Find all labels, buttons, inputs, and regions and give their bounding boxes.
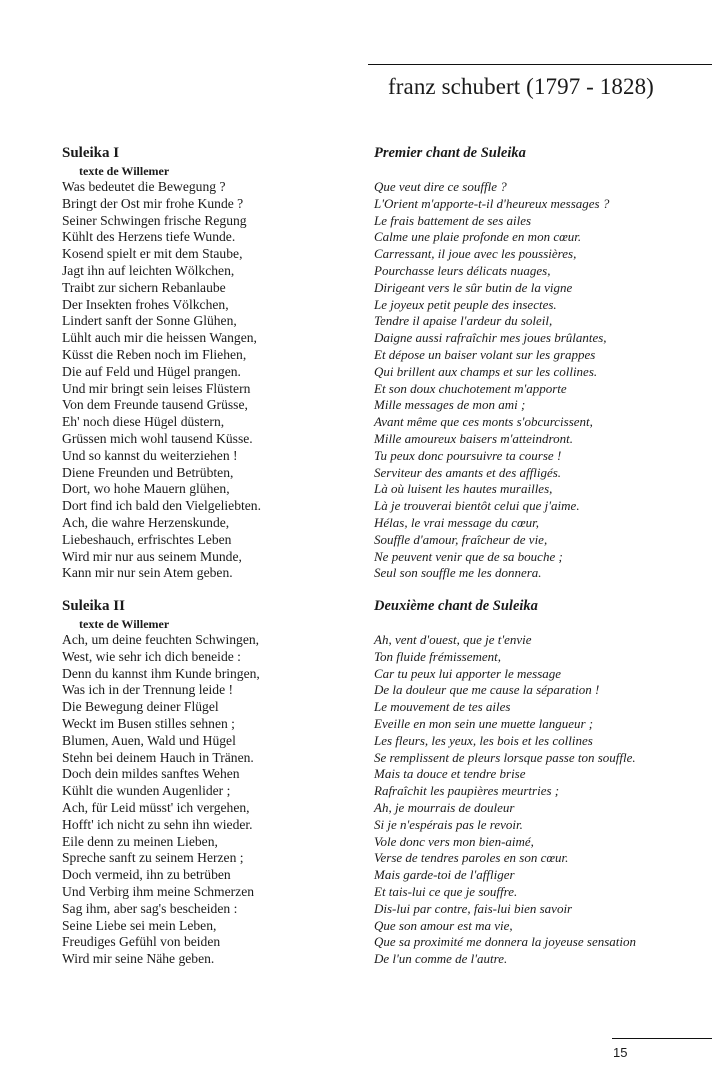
verse-line: Tu peux donc poursuivre ta course ! bbox=[374, 447, 562, 463]
song1-german-column bbox=[62, 144, 362, 582]
verse-line: Dort, wo hohe Mauern glühen, bbox=[62, 481, 230, 497]
verse-line: Ah, vent d'ouest, que je t'envie bbox=[374, 632, 532, 647]
verse-line: Ach, die wahre Herzenskunde, bbox=[62, 514, 230, 530]
footer-rule bbox=[612, 1038, 712, 1039]
verse-line: Mille amoureux baisers m'atteindront. bbox=[374, 430, 573, 446]
verse-line: Bringt der Ost mir frohe Kunde ? bbox=[62, 195, 244, 211]
verse-line: Kühlt die wunden Augenlider ; bbox=[62, 783, 231, 799]
verse-line: Là où luisent les hautes murailles, bbox=[374, 481, 553, 497]
verse-line: L'Orient m'apporte-t-il d'heureux messages ? bbox=[374, 195, 610, 211]
verse-line: Tendre il apaise l'ardeur du soleil, bbox=[374, 313, 553, 329]
verse bbox=[62, 632, 362, 968]
verse-line: Und so kannst du weiterziehen ! bbox=[62, 447, 238, 463]
verse-line: Küsst die Reben noch im Fliehen, bbox=[62, 346, 247, 362]
verse-line: Kann mir nur sein Atem geben. bbox=[62, 565, 233, 581]
verse-line: Et tais-lui ce que je souffre. bbox=[374, 883, 518, 899]
spacer bbox=[374, 162, 674, 179]
verse-line: Ne peuvent venir que de sa bouche ; bbox=[374, 548, 563, 564]
verse-line: Vole donc vers mon bien-aimé, bbox=[374, 833, 534, 849]
verse-line: Avant même que ces monts s'obcurcissent, bbox=[374, 414, 593, 430]
verse-line: Mais ta douce et tendre brise bbox=[374, 766, 526, 782]
verse-line: Mille messages de mon ami ; bbox=[374, 397, 526, 413]
verse-line: Les fleurs, les yeux, les bois et les collines bbox=[374, 732, 593, 748]
song2-french-column bbox=[374, 597, 674, 968]
verse-line: Kosend spielt er mit dem Staube, bbox=[62, 246, 243, 262]
verse-line: Ton fluide frémissement, bbox=[374, 648, 501, 664]
verse-line: Si je n'espérais pas le revoir. bbox=[374, 816, 523, 832]
verse-line: Se remplissent de pleurs lorsque passe ton souffle. bbox=[374, 749, 636, 765]
verse-line: Grüssen mich wohl tausend Küsse. bbox=[62, 430, 253, 446]
verse-line: Daigne aussi rafraîchir mes joues brûlantes, bbox=[374, 330, 607, 346]
verse-line: Eile denn zu meinen Lieben, bbox=[62, 833, 218, 849]
verse-line: Seiner Schwingen frische Regung bbox=[62, 212, 247, 228]
verse-line: Und mir bringt sein leises Flüstern bbox=[62, 380, 251, 396]
verse-line: Traibt zur sichern Rebanlaube bbox=[62, 279, 226, 295]
verse-line: Denn du kannst ihm Kunde bringen, bbox=[62, 665, 260, 681]
verse-line: Là je trouverai bientôt celui que j'aime. bbox=[374, 498, 580, 514]
verse-line: Doch vermeid, ihn zu betrüben bbox=[62, 867, 231, 883]
verse-line: Rafraîchit les paupières meurtries ; bbox=[374, 783, 560, 799]
verse-line: Seine Liebe sei mein Leben, bbox=[62, 917, 217, 933]
song2-german-column bbox=[62, 597, 362, 968]
verse-line: Le joyeux petit peuple des insectes. bbox=[374, 296, 557, 312]
verse-line: Weckt im Busen stilles sehnen ; bbox=[62, 715, 235, 731]
verse-line: Et dépose un baiser volant sur les grappes bbox=[374, 346, 596, 362]
verse-line: Dirigeant vers le sûr butin de la vigne bbox=[374, 279, 573, 295]
song-title-translation: Premier chant de Suleika bbox=[374, 145, 526, 161]
verse-line: Hofft' ich nicht zu sehn ihn wieder. bbox=[62, 816, 253, 832]
verse-line: Calme une plaie profonde en mon cœur. bbox=[374, 229, 582, 245]
song-author: texte de Willemer bbox=[79, 617, 170, 631]
verse-line: Seul son souffle me les donnera. bbox=[374, 565, 542, 581]
verse-translation bbox=[374, 632, 674, 968]
verse-line: Die auf Feld und Hügel prangen. bbox=[62, 363, 241, 379]
composer-heading: franz schubert (1797 - 1828) bbox=[388, 74, 654, 99]
header-rule bbox=[368, 64, 712, 65]
verse-line: Stehn bei deinem Hauch in Tränen. bbox=[62, 749, 254, 765]
verse-translation bbox=[374, 179, 674, 582]
song-author: texte de Willemer bbox=[79, 164, 170, 178]
verse-line: Sag ihm, aber sag's bescheiden : bbox=[62, 900, 238, 916]
verse-line: Pourchasse leurs délicats nuages, bbox=[374, 262, 551, 278]
verse-line: Lindert sanft der Sonne Glühen, bbox=[62, 313, 237, 329]
verse-line: Que sa proximité me donnera la joyeuse sensation bbox=[374, 934, 636, 950]
verse-line: Mais garde-toi de l'affliger bbox=[374, 867, 515, 883]
verse-line: Le frais battement de ses ailes bbox=[374, 212, 532, 228]
verse-line: Lühlt auch mir die heissen Wangen, bbox=[62, 330, 257, 346]
verse-line: Liebeshauch, erfrischtes Leben bbox=[62, 531, 232, 547]
verse-line: Eh' noch diese Hügel düstern, bbox=[62, 414, 225, 430]
verse-line: Wird mir seine Nähe geben. bbox=[62, 951, 215, 967]
verse-line: Que son amour est ma vie, bbox=[374, 917, 513, 933]
verse-line: Jagt ihn auf leichten Wölkchen, bbox=[62, 262, 235, 278]
verse-line: Blumen, Auen, Wald und Hügel bbox=[62, 732, 236, 748]
verse-line: Der Insekten frohes Völkchen, bbox=[62, 296, 229, 312]
verse-line: Car tu peux lui apporter le message bbox=[374, 665, 562, 681]
spacer bbox=[374, 615, 674, 632]
song-title: Suleika I bbox=[62, 145, 120, 161]
verse-line: Was bedeutet die Bewegung ? bbox=[62, 179, 226, 194]
verse-line: Que veut dire ce souffle ? bbox=[374, 179, 507, 194]
verse-line: Ach, für Leid müsst' ich vergehen, bbox=[62, 799, 250, 815]
verse-line: Ach, um deine feuchten Schwingen, bbox=[62, 632, 260, 647]
verse bbox=[62, 179, 362, 582]
verse-line: Die Bewegung deiner Flügel bbox=[62, 699, 219, 715]
verse-line: Carressant, il joue avec les poussières, bbox=[374, 246, 577, 262]
verse-line: De l'un comme de l'autre. bbox=[374, 951, 508, 967]
verse-line: Diene Freunden und Betrübten, bbox=[62, 464, 234, 480]
song1-french-column bbox=[374, 144, 674, 582]
verse-line: Dort find ich bald den Vielgeliebten. bbox=[62, 498, 262, 514]
verse-line: Und Verbirg ihm meine Schmerzen bbox=[62, 883, 255, 899]
verse-line: Verse de tendres paroles en son cœur. bbox=[374, 850, 569, 866]
verse-line: Doch dein mildes sanftes Wehen bbox=[62, 766, 240, 782]
verse-line: Qui brillent aux champs et sur les collines. bbox=[374, 363, 598, 379]
page-number: 15 bbox=[613, 1045, 628, 1060]
verse-line: Freudiges Gefühl von beiden bbox=[62, 934, 221, 950]
verse-line: Ah, je mourrais de douleur bbox=[374, 799, 515, 815]
verse-line: Wird mir nur aus seinem Munde, bbox=[62, 548, 242, 564]
verse-line: Le mouvement de tes ailes bbox=[374, 699, 511, 715]
verse-line: Eveille en mon sein une muette langueur ; bbox=[374, 715, 594, 731]
verse-line: Serviteur des amants et des affligés. bbox=[374, 464, 562, 480]
song-title-translation: Deuxième chant de Suleika bbox=[374, 598, 538, 614]
verse-line: Souffle d'amour, fraîcheur de vie, bbox=[374, 531, 548, 547]
verse-line: Kühlt des Herzens tiefe Wunde. bbox=[62, 229, 236, 245]
verse-line: De la douleur que me cause la séparation ! bbox=[374, 682, 600, 698]
verse-line: West, wie sehr ich dich beneide : bbox=[62, 648, 241, 664]
verse-line: Was ich in der Trennung leide ! bbox=[62, 682, 234, 698]
verse-line: Von dem Freunde tausend Grüsse, bbox=[62, 397, 248, 413]
verse-line: Et son doux chuchotement m'apporte bbox=[374, 380, 567, 396]
song-title: Suleika II bbox=[62, 598, 125, 614]
verse-line: Spreche sanft zu seinem Herzen ; bbox=[62, 850, 244, 866]
verse-line: Dis-lui par contre, fais-lui bien savoir bbox=[374, 900, 573, 916]
verse-line: Hélas, le vrai message du cœur, bbox=[374, 514, 540, 530]
